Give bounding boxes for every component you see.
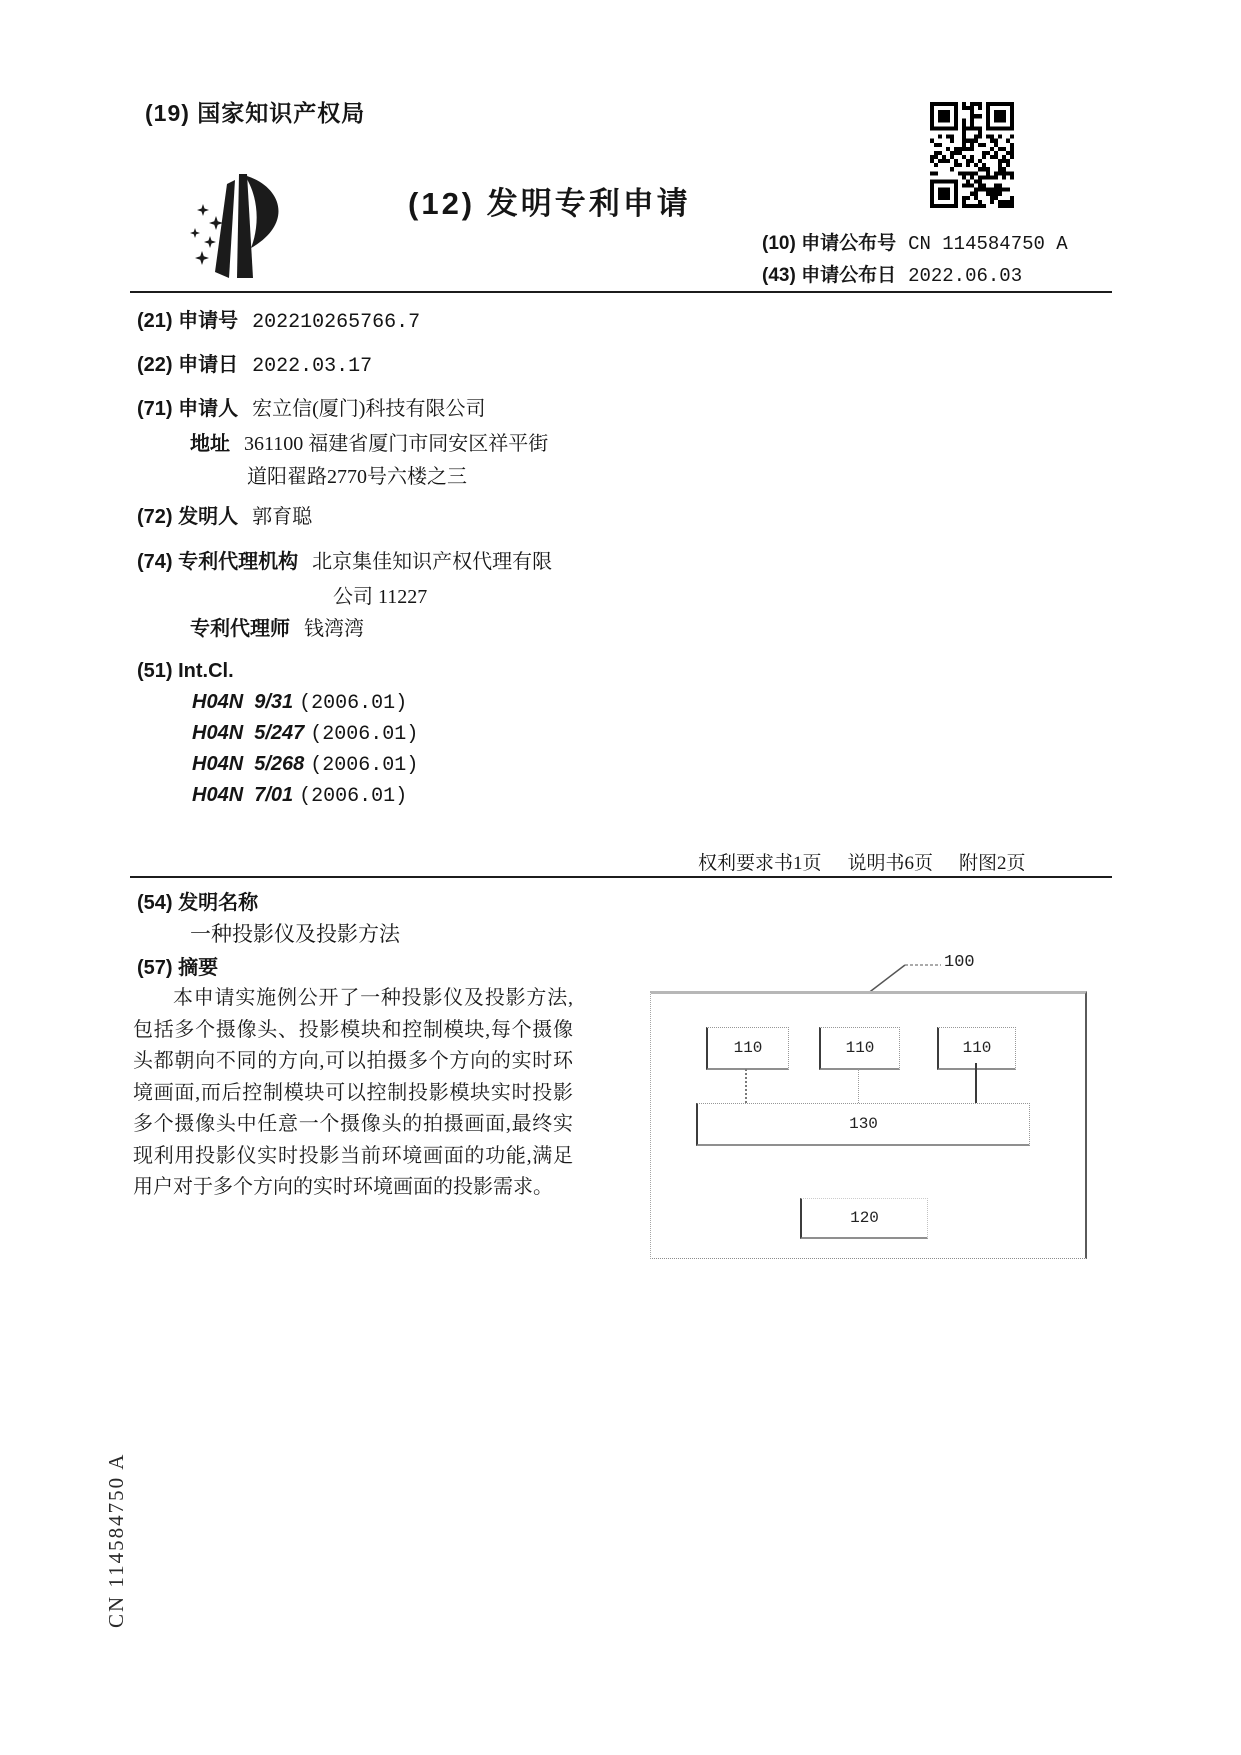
application-date-row [137,348,372,378]
connector-3 [975,1063,977,1103]
application-number-row [137,304,420,334]
application-number-label: (21) 申请号 [137,310,239,332]
invention-title: 一种投影仪及投影方法 [190,922,400,946]
agent-value: 钱湾湾 [304,618,364,640]
description-pages: 说明书6页 [847,853,934,874]
applicant-value: 宏立信(厦门)科技有限公司 [252,398,486,420]
applicant-label: (71) 申请人 [137,398,239,420]
application-date-value: 2022.03.17 [252,355,373,378]
publication-number-row [762,228,1068,255]
intcl-entry-4: H04N 7/01 (2006.01) [192,784,408,808]
pages-summary [698,848,1026,875]
document-type-title: (12) 发明专利申请 [408,186,691,221]
address-value: 361100 福建省厦门市同安区祥平街 [244,433,549,455]
agency-label: (74) 专利代理机构 [137,551,299,573]
inventor-label: (72) 发明人 [137,506,239,528]
camera-box-2: 110 [819,1027,900,1070]
projection-box: 120 [800,1198,928,1239]
intcl-entry-3: H04N 5/268 (2006.01) [192,753,419,777]
office-name: (19) 国家知识产权局 [145,100,366,126]
intcl-entry-1: H04N 9/31 (2006.01) [192,691,408,715]
inventor-value: 郭育聪 [252,506,313,528]
connector-1 [745,1069,747,1103]
sidebar-publication-number: CN 114584750 A [104,1452,128,1628]
divider-middle [130,876,1112,878]
control-box: 130 [696,1103,1030,1146]
connector-2 [858,1069,859,1103]
publication-number-label: (10) 申请公布号 [762,233,897,254]
agency-cont: 公司 11227 [333,586,428,608]
figure-leader-line [855,952,943,996]
applicant-row [137,392,485,421]
intcl-entry-2: H04N 5/247 (2006.01) [192,722,419,746]
publication-date-label: (43) 申请公布日 [762,265,897,286]
figure-ref-100: 100 [944,953,975,972]
qr-code [930,102,1014,213]
intcl-header: (51) Int.Cl. [137,660,234,682]
abstract-text: 本申请实施例公开了一种投影仪及投影方法,包括多个摄像头、投影模块和控制模块,每个摄像头都朝向不同的方向,可以拍摄多个方向的实时环境画面,而后控制模块可以控制投影模块实时投影多个摄像头中任意一个摄像头的拍摄画面,最终实现利用投影仪实时投影当前环境画面的功能,满足用户对于多个方向的实时环境画面的投影需求。 [133,987,573,1198]
address-label: 地址 [190,433,230,455]
agency-row [137,545,552,574]
inventor-row [137,500,312,529]
title-label: (54) 发明名称 [137,892,259,914]
publication-date-row [762,260,1022,287]
agent-label: 专利代理师 [190,618,290,640]
publication-number-value: CN 114584750 A [908,233,1068,255]
applicant-address [190,427,548,456]
figures-pages: 附图2页 [959,853,1026,874]
agency-value: 北京集佳知识产权代理有限 [312,551,553,573]
claims-pages: 权利要求书1页 [698,853,822,874]
camera-box-3: 110 [937,1027,1016,1070]
divider-top [130,291,1112,293]
camera-box-1: 110 [706,1027,789,1070]
applicant-address-cont: 道阳翟路2770号六楼之三 [247,466,467,488]
abstract-label: (57) 摘要 [137,957,219,979]
agent-row [190,612,364,641]
publication-date-value: 2022.06.03 [908,265,1023,287]
cnipa-logo [185,166,297,287]
application-date-label: (22) 申请日 [137,354,239,376]
application-number-value: 202210265766.7 [252,311,421,334]
